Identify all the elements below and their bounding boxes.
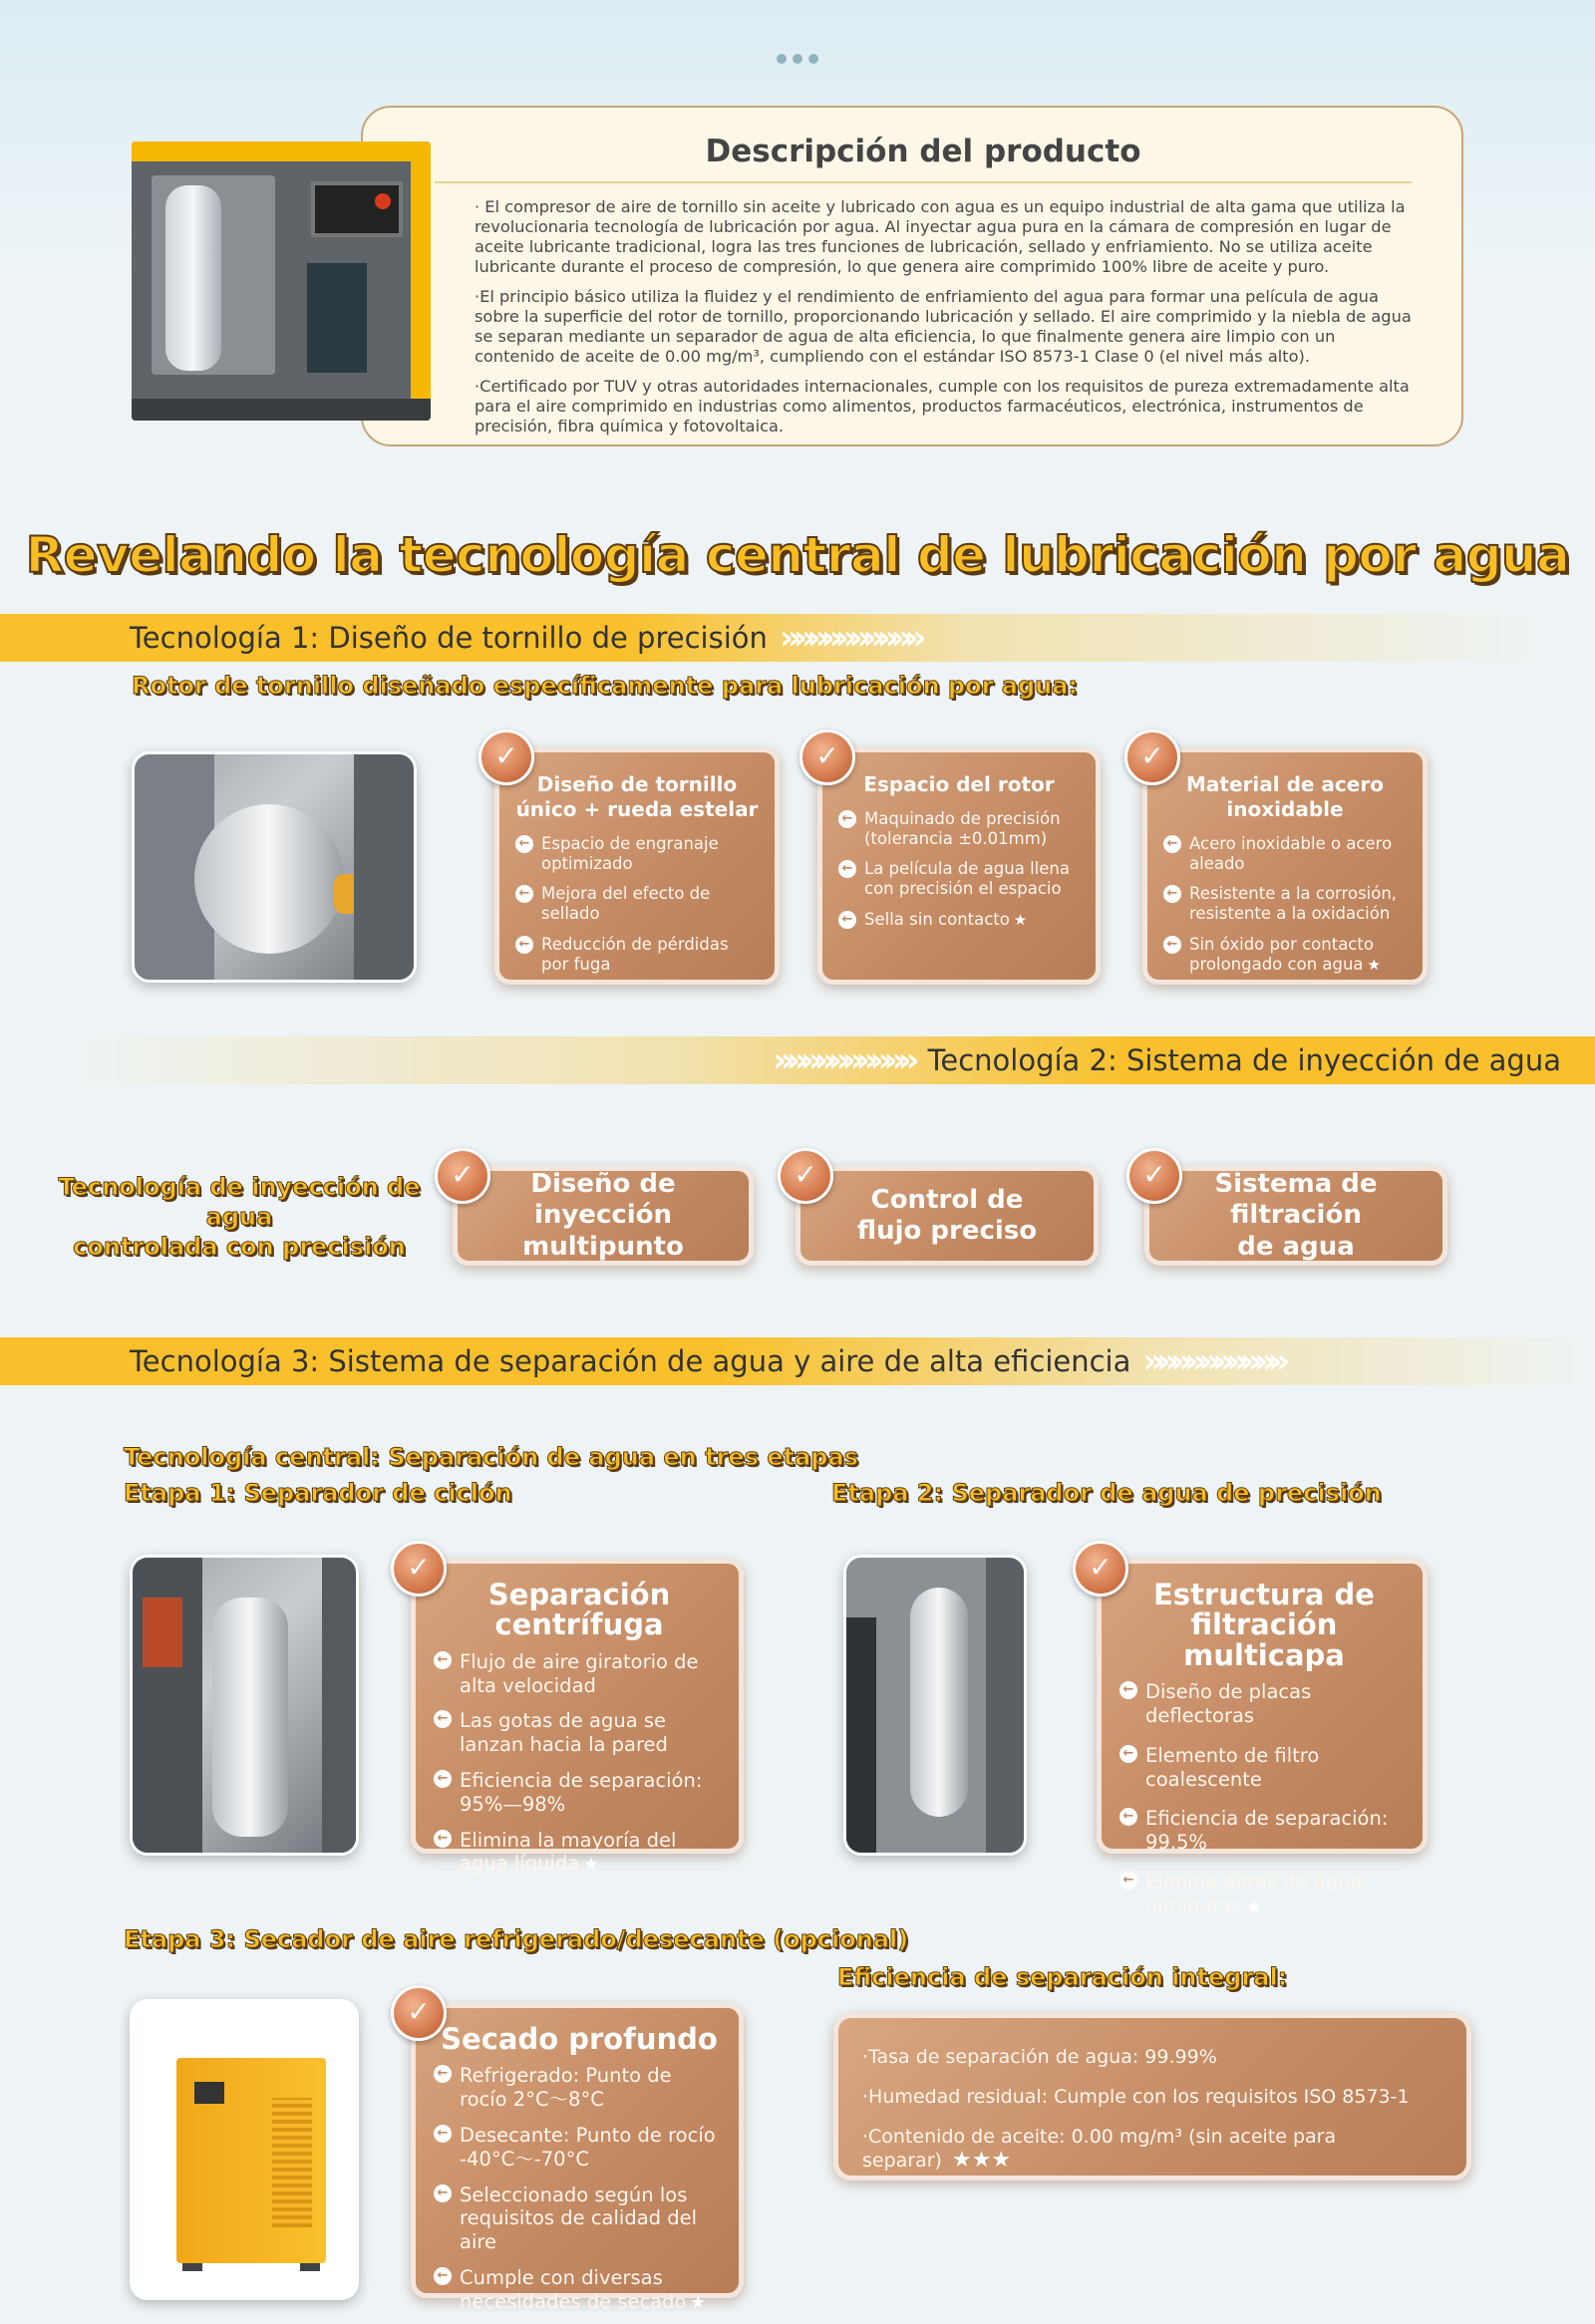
tech1-subtitle: Rotor de tornillo diseñado específicamente para lubricación por agua: <box>132 672 1079 700</box>
tech2-label <box>40 1172 439 1262</box>
tech2-banner <box>60 1036 1595 1084</box>
card-item: ← Refrigerado: Punto de rocío 2°C～8°C <box>434 2064 725 2112</box>
precision-separator-image <box>843 1555 1027 1856</box>
tech1-banner <box>0 614 1555 662</box>
tech1-card-2 <box>817 747 1101 985</box>
chevrons-icon: »»»»»»»»»» <box>772 1040 912 1080</box>
star-icon: ★ <box>1013 910 1028 929</box>
card-title: Sistema de filtración <box>1214 1169 1378 1231</box>
tech2-card-2 <box>796 1166 1099 1266</box>
card-item <box>838 910 1080 930</box>
cyclone-separator-image <box>130 1555 359 1856</box>
check-badge-icon: ✓ <box>478 729 534 785</box>
card-item: ← Seleccionado según los requisitos de calidad del aire <box>434 2183 725 2254</box>
stage1-label: Etapa 1: Separador de ciclón <box>124 1479 512 1507</box>
card-item: ← Diseño de placas deflectoras <box>1119 1680 1409 1728</box>
card-title: Secado profundo <box>441 2022 718 2056</box>
tech2-banner-label: Tecnología 2: Sistema de inyección de agua <box>927 1043 1561 1077</box>
tech3-core-label: Tecnología central: Separación de agua en tres etapas <box>124 1443 858 1471</box>
card-title: de agua <box>1237 1231 1355 1262</box>
description-paragraph: ·El principio básico utiliza la fluidez y el rendimiento de enfriamiento del agua para formar una película de agua sobre la superficie del rotor de tornillo, proporcionando lubricación y sellado. El aire comprimido y la niebla de agua se separan mediante un separador de agua de alta eficiencia, lo que finalmente genera aire limpio con un contenido de aceite de 0.00 mg/m³, cumpliendo con el estándar ISO 8573-1 Clase 0 (el nivel más alto). <box>475 287 1412 366</box>
stage2-label: Etapa 2: Separador de agua de precisión <box>831 1479 1382 1507</box>
stage2-card <box>1097 1559 1428 1917</box>
card-item: ← Desecante: Punto de rocío -40°C～-70°C <box>434 2124 725 2172</box>
check-badge-icon: ✓ <box>1124 729 1180 785</box>
tech1-card-1 <box>494 747 780 985</box>
tech1-card-3 <box>1142 747 1428 985</box>
star-icon: ★ <box>1367 955 1381 974</box>
card-item: ← Reducción de pérdidas por fuga <box>515 935 759 975</box>
star-icon: ★ <box>690 2292 707 2313</box>
tech2-label-line: controlada con precisión <box>73 1233 406 1261</box>
tech3-banner-label: Tecnología 3: Sistema de separación de agua y aire de alta eficiencia <box>130 1344 1131 1378</box>
chevrons-icon: »»»»»»»»»» <box>1142 1341 1283 1381</box>
card-title: multipunto <box>522 1231 684 1262</box>
main-title: Revelando la tecnología central de lubricación por agua <box>25 526 1570 584</box>
card-item <box>1163 935 1407 975</box>
card-item-text: Elimina la mayoría del agua líquida <box>460 1828 677 1876</box>
card-item: ← Acero inoxidable o acero aleado <box>1163 834 1407 874</box>
card-item: ← Las gotas de agua se lanzan hacia la pared <box>434 1709 725 1757</box>
card-title: Estructura de filtración multicapa <box>1153 1578 1375 1672</box>
card-item: ← Espacio de engranaje optimizado <box>515 834 759 874</box>
efficiency-item <box>862 2126 1442 2173</box>
card-item: ← Maquinado de precisión (tolerancia ±0.01mm) <box>838 809 1080 849</box>
card-item-text: Cumple con diversas necesidades de secado <box>460 2265 687 2313</box>
description-paragraph: · El compresor de aire de tornillo sin aceite y lubricado con agua es un equipo industrial de alta gama que utiliza la revolucionaria tecnología de lubricación por agua. Al inyectar agua pura en la cámara de compresión en lugar de aceite lubricante tradicional, logra las tres funciones de lubricación, sellado y enfriamiento. No se utiliza aceite lubricante durante el proceso de compresión, lo que genera aire comprimido 100% libre de aceite y puro. <box>475 197 1406 276</box>
card-item <box>1119 1871 1409 1918</box>
efficiency-label: Eficiencia de separación integral: <box>837 1963 1288 1991</box>
product-description-panel <box>361 106 1463 446</box>
stage3-card <box>411 2003 744 2313</box>
stage1-card <box>411 1559 744 1876</box>
screw-rotor-image <box>132 751 417 983</box>
card-title: Separación centrífuga <box>487 1578 671 1642</box>
description-paragraph: ·Certificado por TUV y otras autoridades internacionales, cumple con los requisitos de pureza extremadamente alta para el aire comprimido en industrias como alimentos, productos farmacéuticos, electrónica, instrumentos de precisión, fibra química y fotovoltaica. <box>475 377 1410 436</box>
card-title: Diseño de tornillo único + rueda estelar <box>515 772 759 821</box>
star-icon: ★ <box>583 1855 599 1876</box>
card-item <box>434 2266 725 2314</box>
description-title: Descripción del producto <box>435 134 1412 183</box>
card-title: Diseño de inyección <box>530 1169 676 1231</box>
card-item: ← Eficiencia de separación: 99.5% <box>1119 1807 1409 1855</box>
tech1-banner-label: Tecnología 1: Diseño de tornillo de precisión <box>130 621 768 655</box>
card-item <box>434 1829 725 1877</box>
check-badge-icon: ✓ <box>1073 1541 1128 1597</box>
check-badge-icon: ✓ <box>391 1985 447 2041</box>
air-dryer-image <box>130 1999 359 2300</box>
card-item: ← Mejora del efecto de sellado <box>515 884 759 924</box>
chevrons-icon: »»»»»»»»»» <box>779 618 919 658</box>
stage3-label: Etapa 3: Secador de aire refrigerado/desecante (opcional) <box>124 1925 909 1953</box>
star-icon: ★★★ <box>951 2148 1012 2173</box>
card-item-text: Elimina gotas de agua diminutas <box>1145 1871 1363 1917</box>
compressor-image <box>132 142 431 421</box>
card-item-text: Sella sin contacto <box>864 909 1010 929</box>
check-badge-icon: ✓ <box>799 729 855 785</box>
tech3-banner <box>0 1337 1595 1385</box>
dot-2[interactable] <box>793 54 802 64</box>
check-badge-icon: ✓ <box>435 1148 490 1204</box>
efficiency-item-text: ·Contenido de aceite: 0.00 mg/m³ (sin aceite para separar) <box>862 2126 1337 2172</box>
efficiency-item: ·Humedad residual: Cumple con los requisitos ISO 8573-1 <box>862 2086 1410 2108</box>
card-title: Espacio del rotor <box>863 772 1055 796</box>
card-title: Material de acero inoxidable <box>1186 772 1384 821</box>
dot-1[interactable] <box>777 54 787 64</box>
efficiency-item: ·Tasa de separación de agua: 99.99% <box>862 2046 1217 2068</box>
tech2-card-1 <box>453 1166 754 1266</box>
card-item-text: Sin óxido por contacto prolongado con agua <box>1189 934 1374 974</box>
carousel-dots[interactable] <box>774 54 821 66</box>
check-badge-icon: ✓ <box>391 1541 447 1597</box>
card-title: Control de <box>870 1184 1024 1215</box>
card-item: ← Flujo de aire giratorio de alta velocidad <box>434 1650 725 1698</box>
card-item: ← Eficiencia de separación: 95%—98% <box>434 1769 725 1817</box>
tech2-card-3 <box>1144 1166 1447 1266</box>
efficiency-panel <box>833 2013 1471 2180</box>
star-icon: ★ <box>1245 1896 1262 1917</box>
tech2-label-line: Tecnología de inyección de agua <box>58 1173 421 1231</box>
card-item: ← Elemento de filtro coalescente <box>1119 1744 1409 1792</box>
dot-3[interactable] <box>808 54 818 64</box>
check-badge-icon: ✓ <box>778 1148 833 1204</box>
check-badge-icon: ✓ <box>1126 1148 1182 1204</box>
card-item: ← La película de agua llena con precisión el espacio <box>838 859 1080 899</box>
card-item: ← Resistente a la corrosión, resistente a la oxidación <box>1163 884 1407 924</box>
card-title: flujo preciso <box>856 1216 1038 1246</box>
